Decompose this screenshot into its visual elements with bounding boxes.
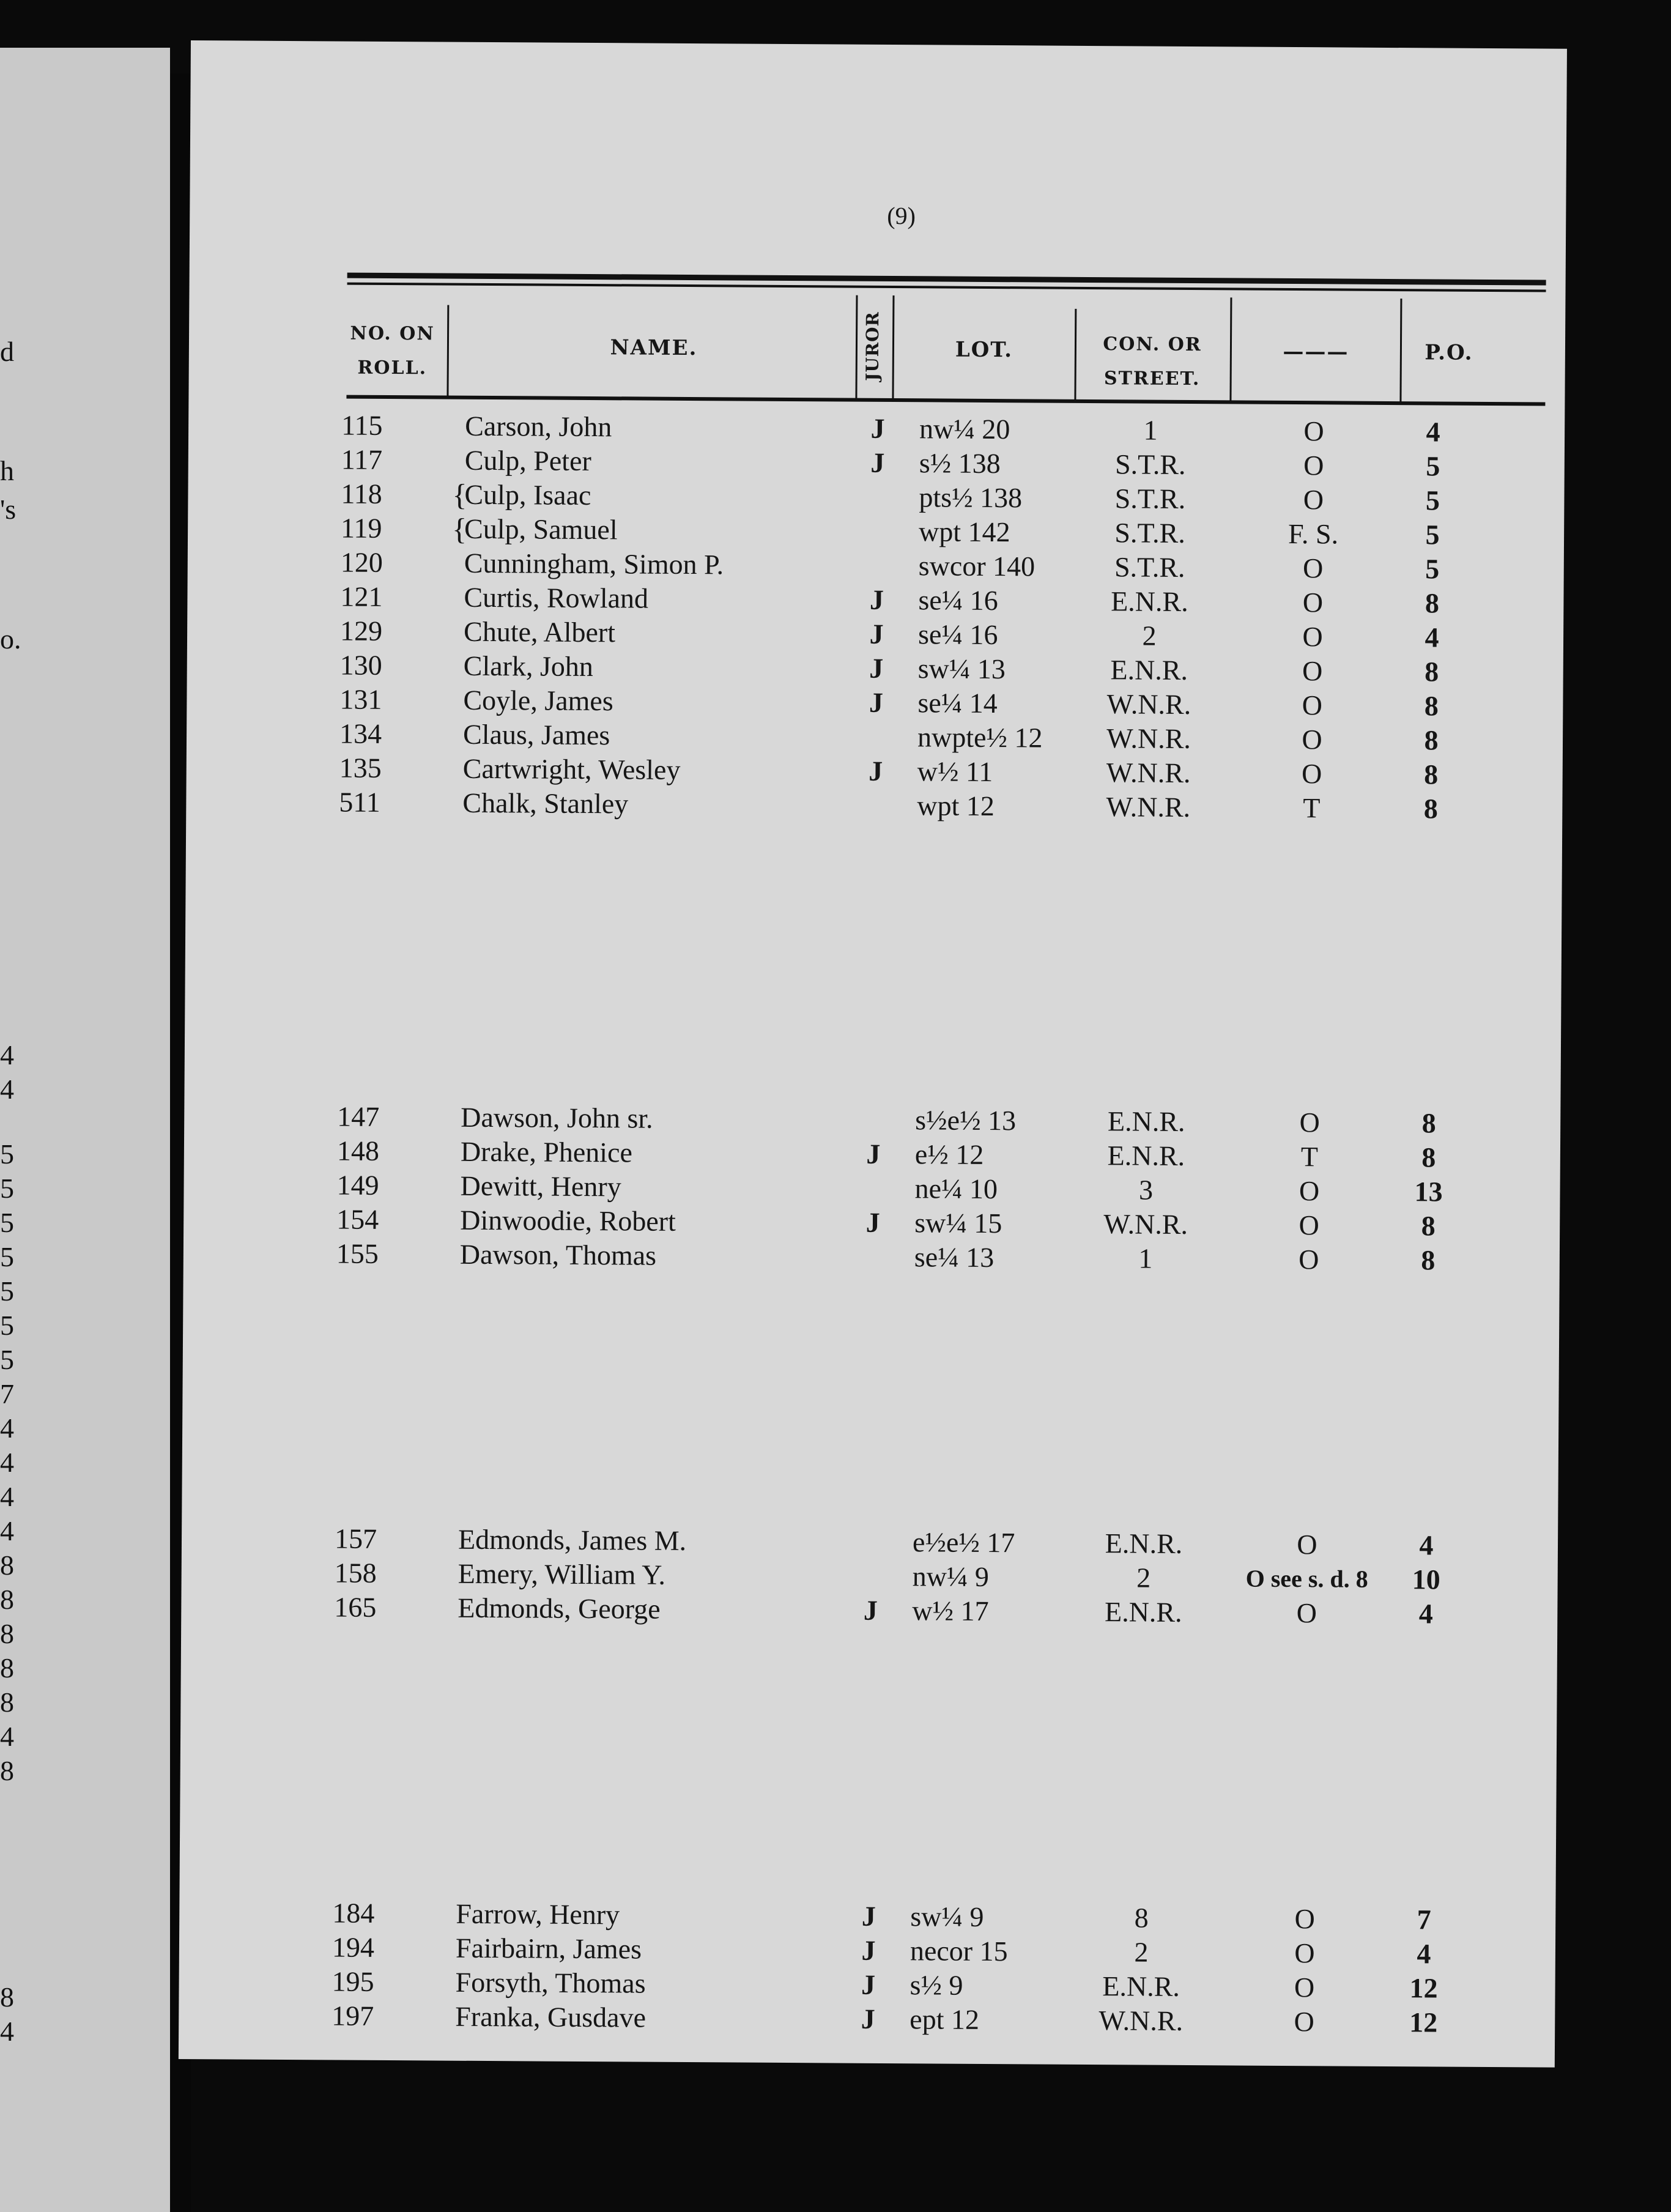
roll-number: 195	[332, 1965, 374, 1997]
status-code: O	[1299, 1107, 1320, 1138]
roll-number: 184	[332, 1897, 375, 1929]
lot: w½ 11	[917, 755, 993, 788]
roll-number: 194	[332, 1931, 375, 1963]
post-office-number: 13	[1414, 1176, 1443, 1208]
margin-fragment: 8	[0, 1550, 14, 1581]
roll-number: 115	[341, 409, 383, 441]
post-office-number: 10	[1412, 1564, 1440, 1595]
status-code: O	[1302, 552, 1324, 584]
roll-number: 155	[336, 1238, 379, 1269]
ratepayer-name: Dinwoodie, Robert	[460, 1204, 676, 1237]
lot: s½ 9	[910, 1969, 963, 2001]
juror-mark: J	[870, 447, 885, 478]
margin-fragment: 8	[0, 1687, 14, 1718]
status-code: O	[1303, 415, 1324, 447]
lot: sw¼ 15	[914, 1207, 1002, 1239]
roll-number: 148	[336, 1135, 380, 1167]
margin-fragment: 8	[0, 1618, 14, 1649]
margin-fragment: 4	[0, 1074, 14, 1105]
ratepayer-name: Forsyth, Thomas	[455, 1966, 646, 1999]
margin-fragment: 5	[0, 1310, 14, 1341]
juror-mark: J	[866, 1138, 881, 1170]
concession-or-street: 2	[1136, 1562, 1151, 1594]
roll-number: 131	[339, 683, 382, 715]
roll-number: 120	[340, 546, 383, 578]
post-office-number: 8	[1421, 1107, 1436, 1139]
juror-mark: J	[865, 1206, 880, 1238]
post-office-number: 12	[1409, 1972, 1438, 2004]
facing-page-edge	[0, 48, 170, 2212]
lot: necor 15	[910, 1935, 1008, 1967]
status-code: O	[1302, 655, 1323, 687]
grouping-brace: {	[452, 477, 467, 512]
ratepayer-name: Fairbairn, James	[455, 1932, 642, 1965]
roll-number: 130	[339, 649, 382, 681]
margin-fragment: 8	[0, 1755, 14, 1786]
roll-number: 149	[336, 1169, 379, 1201]
lot: swcor 140	[918, 550, 1036, 582]
ratepayer-name: Edmonds, James M.	[458, 1523, 687, 1556]
status-code: O	[1294, 1972, 1315, 2003]
concession-or-street: 1	[1138, 1242, 1153, 1274]
post-office-number: 8	[1421, 1141, 1436, 1173]
concession-or-street: E.N.R.	[1104, 1596, 1182, 1628]
lot: se¼ 16	[918, 584, 998, 617]
status-code: O	[1294, 1937, 1315, 1969]
header-juror: JUROR	[862, 311, 883, 381]
post-office-number: 12	[1409, 2006, 1438, 2038]
margin-fragment: 4	[0, 1039, 14, 1071]
post-office-number: 5	[1425, 553, 1440, 585]
margin-fragment: 5	[0, 1275, 14, 1307]
ratepayer-name: Emery, William Y.	[458, 1557, 666, 1590]
post-office-number: 4	[1425, 622, 1439, 653]
header-divider	[892, 295, 894, 399]
lot: nw¼ 9	[912, 1561, 990, 1593]
concession-or-street: 8	[1134, 1902, 1149, 1934]
register-page	[179, 40, 1567, 2068]
ratepayer-name: Claus, James	[462, 718, 610, 751]
status-code: O	[1299, 1244, 1319, 1275]
concession-or-street: S.T.R.	[1114, 517, 1185, 549]
margin-fragment: 5	[0, 1241, 14, 1272]
header-divider	[1074, 309, 1076, 401]
header-con-street: CON. OR STREET.	[1103, 333, 1202, 390]
margin-fragment: 8	[0, 1652, 14, 1683]
ratepayer-name: Coyle, James	[463, 684, 613, 717]
post-office-number: 8	[1421, 1244, 1436, 1276]
ratepayer-name: Culp, Isaac	[464, 478, 591, 511]
post-office-number: 8	[1425, 587, 1440, 619]
concession-or-street: 2	[1142, 620, 1157, 651]
ratepayer-name: Culp, Peter	[464, 444, 591, 477]
header-divider	[1229, 297, 1232, 401]
concession-or-street: W.N.R.	[1103, 1208, 1188, 1240]
status-code: O	[1294, 2006, 1315, 2038]
post-office-number: 5	[1425, 519, 1440, 551]
lot: s½e½ 13	[915, 1104, 1017, 1137]
header-divider	[855, 295, 858, 399]
juror-mark: J	[870, 412, 885, 444]
status-code: O	[1302, 689, 1323, 721]
header-divider	[446, 305, 449, 397]
concession-or-street: W.N.R.	[1106, 722, 1191, 755]
roll-number: 154	[336, 1203, 379, 1235]
header-unlabelled: ———	[1283, 339, 1349, 365]
concession-or-street: E.N.R.	[1107, 1140, 1185, 1171]
concession-or-street: 1	[1143, 414, 1158, 446]
juror-mark: J	[869, 584, 884, 615]
lot: s½ 138	[919, 447, 1001, 480]
concession-or-street: S.T.R.	[1114, 448, 1186, 480]
lot: nwpte½ 12	[917, 721, 1043, 754]
post-office-number: 4	[1419, 1529, 1434, 1561]
concession-or-street: E.N.R.	[1105, 1527, 1183, 1559]
post-office-number: 7	[1417, 1904, 1431, 1936]
concession-or-street: S.T.R.	[1114, 551, 1185, 583]
concession-or-street: E.N.R.	[1102, 1970, 1180, 2002]
roll-number: 147	[337, 1100, 380, 1132]
grouping-brace: {	[451, 511, 467, 546]
status-code: O	[1303, 450, 1324, 481]
concession-or-street: W.N.R.	[1106, 688, 1191, 721]
ratepayer-name: Franka, Gusdave	[455, 2000, 647, 2033]
status-code: O	[1302, 621, 1323, 653]
status-code: O	[1301, 758, 1322, 790]
header-roll: NO. ON ROLL.	[350, 322, 435, 379]
roll-number: 117	[341, 444, 383, 475]
status-code: O	[1299, 1175, 1320, 1207]
status-code: T	[1303, 792, 1321, 824]
margin-fragment: 7	[0, 1378, 14, 1409]
status-code: T	[1300, 1141, 1319, 1173]
juror-mark: J	[861, 1900, 876, 1932]
ratepayer-name: Dawson, Thomas	[459, 1238, 657, 1271]
lot: se¼ 16	[917, 618, 998, 651]
status-code: O	[1302, 587, 1324, 618]
margin-fragment: 5	[0, 1138, 14, 1170]
post-office-number: 4	[1417, 1938, 1431, 1970]
header-name: NAME.	[610, 335, 698, 361]
juror-mark: J	[869, 618, 884, 650]
margin-fragment: h	[0, 455, 14, 486]
lot: ne¼ 10	[914, 1173, 998, 1205]
juror-mark: J	[861, 2003, 875, 2035]
lot: pts½ 138	[919, 481, 1023, 514]
ratepayer-name: Carson, John	[465, 410, 612, 443]
lot: e½e½ 17	[912, 1526, 1015, 1559]
post-office-number: 5	[1426, 450, 1440, 482]
ratepayer-name: Chute, Albert	[463, 615, 616, 648]
concession-or-street: 3	[1138, 1174, 1154, 1206]
ratepayer-name: Edmonds, George	[458, 1592, 661, 1625]
margin-fragment: 5	[0, 1173, 14, 1204]
status-code: O	[1297, 1529, 1317, 1561]
lot: w½ 17	[912, 1595, 989, 1627]
header-po: P.O.	[1425, 340, 1473, 365]
margin-fragment: 4	[0, 1515, 14, 1546]
lot: se¼ 14	[917, 687, 998, 719]
ratepayer-name: Dawson, John sr.	[461, 1101, 653, 1134]
ratepayer-name: Cunningham, Simon P.	[464, 547, 724, 581]
margin-fragment: 8	[0, 1584, 14, 1615]
lot: sw¼ 9	[910, 1901, 984, 1932]
margin-fragment: 4	[0, 2016, 14, 2047]
concession-or-street: S.T.R.	[1114, 483, 1186, 514]
concession-or-street: 2	[1134, 1936, 1149, 1968]
juror-mark: J	[869, 686, 884, 718]
roll-number: 511	[339, 786, 380, 818]
margin-fragment: 's	[0, 494, 17, 525]
ratepayer-name: Chalk, Stanley	[462, 787, 629, 820]
lot: ept 12	[910, 2003, 980, 2035]
roll-number: 135	[339, 752, 382, 784]
roll-number: 119	[340, 512, 382, 544]
ratepayer-name: Drake, Phenice	[460, 1135, 633, 1168]
roll-number: 118	[341, 478, 382, 510]
roll-number: 121	[340, 581, 383, 612]
post-office-number: 8	[1424, 724, 1439, 756]
status-code: O	[1302, 724, 1322, 755]
lot: e½ 12	[914, 1138, 984, 1170]
lot: sw¼ 13	[917, 653, 1006, 685]
juror-mark: J	[861, 1934, 876, 1966]
post-office-number: 8	[1424, 759, 1439, 790]
header-lot: LOT.	[955, 337, 1013, 363]
roll-number: 165	[334, 1591, 377, 1623]
post-office-number: 8	[1421, 1210, 1436, 1242]
lot: se¼ 13	[914, 1241, 995, 1274]
juror-mark: J	[869, 755, 883, 787]
margin-fragment: d	[0, 336, 14, 367]
lot: wpt 142	[918, 516, 1010, 548]
juror-mark: J	[869, 652, 884, 684]
margin-fragment: 5	[0, 1344, 14, 1375]
status-code: O	[1299, 1209, 1319, 1241]
roll-number: 134	[339, 718, 382, 749]
margin-fragment: 5	[0, 1207, 14, 1238]
ratepayer-name: Curtis, Rowland	[464, 581, 649, 614]
ratepayer-name: Farrow, Henry	[456, 1898, 620, 1931]
lot: wpt 12	[917, 790, 995, 822]
roll-number: 157	[334, 1523, 377, 1554]
roll-number: 158	[334, 1557, 377, 1589]
margin-fragment: 8	[0, 1981, 14, 2013]
status-code: O see s. d. 8	[1245, 1564, 1368, 1593]
ratepayer-name: Dewitt, Henry	[460, 1170, 621, 1203]
ratepayer-name: Clark, John	[463, 650, 594, 683]
concession-or-street: E.N.R.	[1111, 585, 1188, 617]
page-number: (9)	[887, 201, 916, 230]
header-divider	[1399, 299, 1402, 403]
status-code: O	[1294, 1903, 1316, 1935]
ratepayer-name: Cartwright, Wesley	[462, 752, 681, 785]
concession-or-street: W.N.R.	[1106, 757, 1191, 789]
concession-or-street: W.N.R.	[1099, 2005, 1184, 2036]
lot: nw¼ 20	[919, 413, 1010, 445]
concession-or-street: E.N.R.	[1110, 654, 1188, 686]
post-office-number: 8	[1425, 656, 1439, 688]
status-code: O	[1296, 1597, 1317, 1629]
juror-mark: J	[863, 1594, 878, 1626]
post-office-number: 8	[1423, 793, 1439, 825]
roll-number: 129	[339, 615, 383, 647]
margin-fragment: 4	[0, 1412, 14, 1444]
concession-or-street: E.N.R.	[1107, 1105, 1185, 1137]
post-office-number: 8	[1424, 690, 1439, 722]
margin-fragment: 4	[0, 1447, 14, 1478]
ratepayer-name: Culp, Samuel	[464, 513, 618, 546]
post-office-number: 4	[1418, 1598, 1433, 1630]
margin-fragment: 4	[0, 1481, 14, 1512]
post-office-number: 4	[1426, 416, 1440, 448]
post-office-number: 5	[1425, 484, 1440, 516]
roll-number: 197	[332, 2000, 374, 2032]
juror-mark: J	[861, 1969, 876, 2000]
concession-or-street: W.N.R.	[1106, 791, 1191, 823]
status-code: O	[1303, 484, 1324, 516]
status-code: F. S.	[1288, 518, 1339, 550]
margin-fragment: o.	[0, 623, 21, 655]
header-rule	[346, 395, 1545, 406]
margin-fragment: 4	[0, 1721, 14, 1752]
